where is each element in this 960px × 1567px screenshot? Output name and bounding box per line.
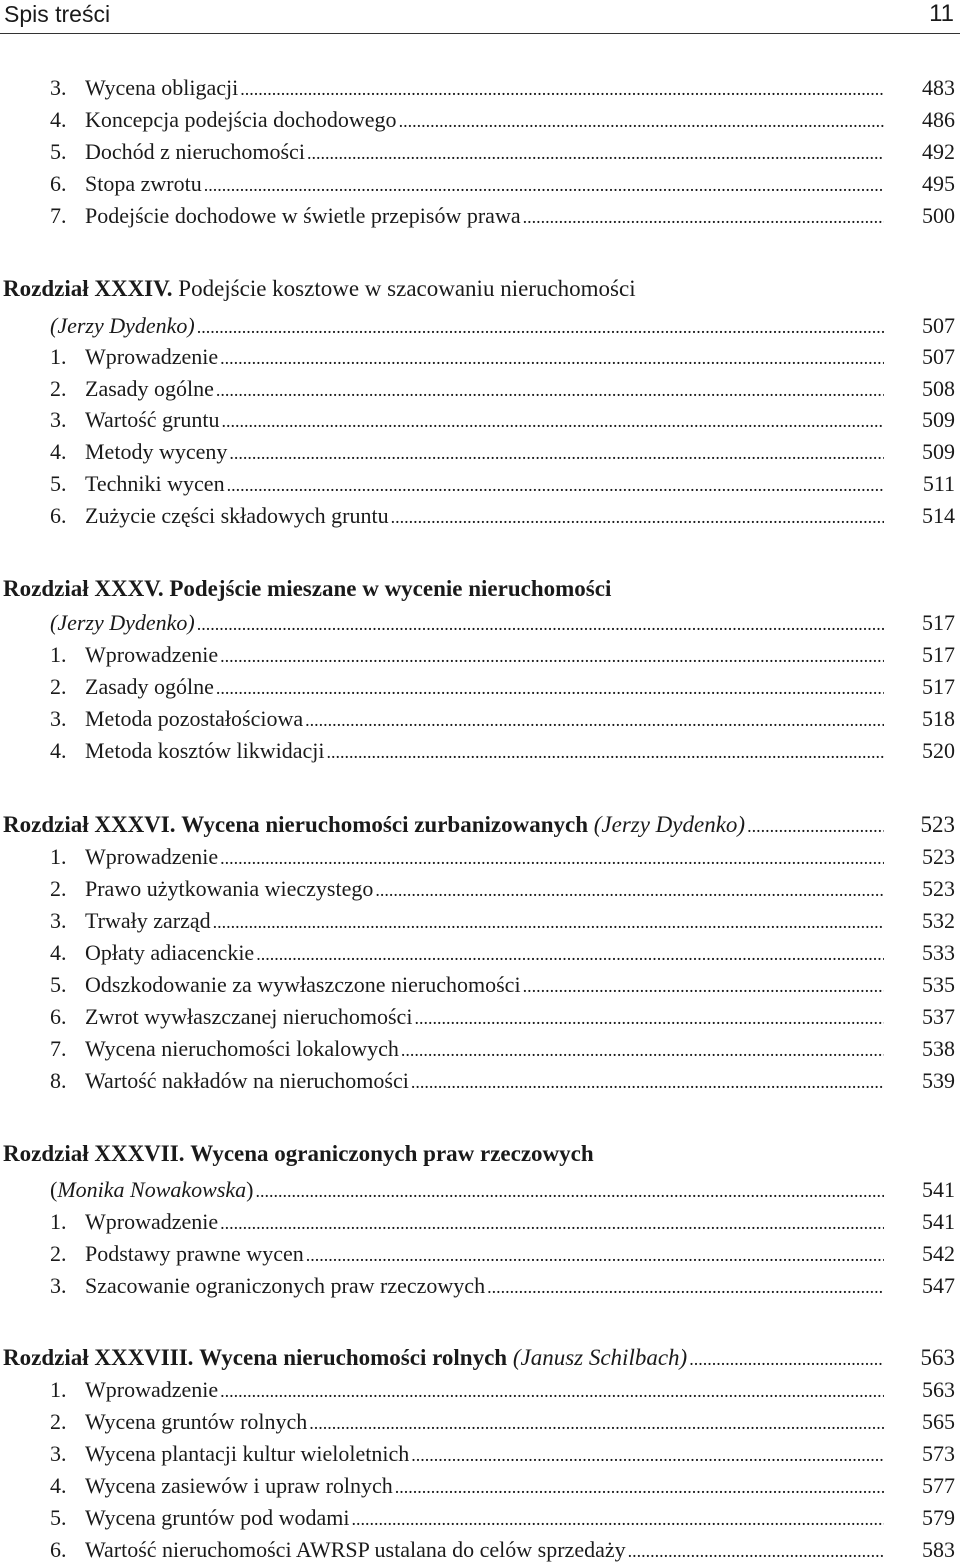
entry-number: 1. bbox=[50, 1209, 67, 1234]
entry-page: 507 bbox=[922, 344, 955, 369]
chapter-label: Rozdział XXXIV. bbox=[3, 276, 173, 301]
entry-number: 2. bbox=[50, 876, 67, 901]
entry-title: Wartość gruntu bbox=[85, 404, 221, 437]
toc-entry[interactable] bbox=[0, 905, 960, 937]
entry-title: Wycena gruntów pod wodami bbox=[85, 1502, 351, 1535]
chapter-title: Wycena ograniczonych praw rzeczowych bbox=[190, 1141, 594, 1166]
chapter-title: Podejście mieszane w wycenie nieruchomości bbox=[169, 576, 612, 601]
entry-page: 483 bbox=[922, 75, 955, 100]
toc-entry[interactable] bbox=[0, 200, 960, 232]
entry-title: Wprowadzenie bbox=[85, 1206, 220, 1239]
leader-dots bbox=[305, 703, 884, 736]
entry-page: 542 bbox=[922, 1241, 955, 1266]
entry-title: Wprowadzenie bbox=[85, 341, 220, 374]
entry-page: 509 bbox=[922, 407, 955, 432]
leader-dots bbox=[213, 905, 884, 938]
chapter-title: Podejście kosztowe w szacowaniu nieruchomości bbox=[178, 276, 636, 301]
entry-title: Dochód z nieruchomości bbox=[85, 136, 307, 169]
toc-entry[interactable] bbox=[0, 735, 960, 767]
entry-title: Wprowadzenie bbox=[85, 639, 220, 672]
entry-title: Zasady ogólne bbox=[85, 671, 216, 704]
entry-title: Odszkodowanie za wywłaszczone nieruchomości bbox=[85, 969, 523, 1002]
entry-number: 6. bbox=[50, 1537, 67, 1562]
entry-number: 1. bbox=[50, 642, 67, 667]
toc-entry[interactable] bbox=[0, 1270, 960, 1302]
entry-page: 514 bbox=[922, 503, 955, 528]
entry-page: 495 bbox=[922, 171, 955, 196]
leader-dots bbox=[220, 1374, 884, 1407]
entry-title: Wprowadzenie bbox=[85, 1374, 220, 1407]
entry-title: Podejście dochodowe w świetle przepisów prawa bbox=[85, 200, 523, 233]
entry-title: Wycena obligacji bbox=[85, 72, 240, 105]
leader-dots bbox=[487, 1270, 884, 1303]
entry-title: Wartość nakładów na nieruchomości bbox=[85, 1065, 411, 1098]
toc-entry-author[interactable] bbox=[0, 310, 960, 342]
leader-dots bbox=[747, 809, 884, 842]
toc-entry[interactable] bbox=[0, 671, 960, 703]
toc-entry[interactable] bbox=[0, 1065, 960, 1097]
toc-entry[interactable] bbox=[0, 1438, 960, 1470]
leader-dots bbox=[227, 468, 884, 501]
chapter-author: (Jerzy Dydenko) bbox=[593, 812, 746, 837]
entry-title: Zużycie części składowych gruntu bbox=[85, 500, 391, 533]
entry-number: 5. bbox=[50, 471, 67, 496]
entry-number: 4. bbox=[50, 940, 67, 965]
entry-number: 3. bbox=[50, 407, 67, 432]
page-header bbox=[0, 0, 960, 34]
chapter-label: Rozdział XXXVI. bbox=[3, 812, 176, 837]
toc-entry[interactable] bbox=[0, 1001, 960, 1033]
leader-dots bbox=[216, 671, 884, 704]
chapter-title: Wycena nieruchomości zurbanizowanych bbox=[181, 812, 588, 837]
entry-page: 511 bbox=[922, 471, 955, 496]
entry-page: 517 bbox=[922, 642, 955, 667]
leader-dots bbox=[197, 607, 884, 640]
entry-title: Opłaty adiacenckie bbox=[85, 937, 256, 970]
leader-dots bbox=[523, 969, 884, 1002]
header-divider bbox=[0, 33, 960, 34]
toc-entry-author[interactable] bbox=[0, 1174, 960, 1206]
author-paren-open: ( bbox=[50, 1177, 58, 1202]
leader-dots bbox=[523, 200, 884, 233]
leader-dots bbox=[220, 841, 884, 874]
entry-number: 5. bbox=[50, 1505, 67, 1530]
chapter-heading[interactable] bbox=[3, 273, 636, 305]
entry-page: 523 bbox=[920, 812, 955, 837]
entry-page: 517 bbox=[922, 610, 955, 635]
chapter-author: (Jerzy Dydenko) bbox=[50, 607, 197, 640]
entry-title: Prawo użytkowania wieczystego bbox=[85, 873, 375, 906]
entry-number: 1. bbox=[50, 1377, 67, 1402]
toc-entry[interactable] bbox=[0, 1206, 960, 1238]
chapter-label: Rozdział XXXVII. bbox=[3, 1141, 185, 1166]
leader-dots bbox=[351, 1502, 884, 1535]
entry-title: Wycena nieruchomości lokalowych bbox=[85, 1033, 401, 1066]
leader-dots bbox=[375, 873, 884, 906]
chapter-author: Monika Nowakowska bbox=[57, 1177, 247, 1202]
chapter-author: (Janusz Schilbach) bbox=[512, 1345, 688, 1370]
leader-dots bbox=[395, 1470, 884, 1503]
chapter-heading[interactable] bbox=[0, 809, 960, 841]
toc-entry[interactable] bbox=[0, 1502, 960, 1534]
entry-page: 486 bbox=[922, 107, 955, 132]
chapter-heading[interactable] bbox=[3, 573, 611, 605]
entry-title: Metoda kosztów likwidacji bbox=[85, 735, 327, 768]
entry-title: Trwały zarząd bbox=[85, 905, 213, 938]
toc-entry[interactable] bbox=[0, 703, 960, 735]
toc-entry[interactable] bbox=[0, 404, 960, 436]
entry-title: Wartość nieruchomości AWRSP ustalana do celów sprzedaży bbox=[85, 1534, 628, 1567]
toc-entry[interactable] bbox=[0, 136, 960, 168]
chapter-heading[interactable] bbox=[0, 1342, 960, 1374]
entry-number: 6. bbox=[50, 1004, 67, 1029]
leader-dots bbox=[628, 1534, 884, 1567]
entry-title: Stopa zwrotu bbox=[85, 168, 204, 201]
entry-page: 523 bbox=[922, 876, 955, 901]
toc-entry[interactable] bbox=[0, 639, 960, 671]
entry-page: 517 bbox=[922, 674, 955, 699]
entry-number: 6. bbox=[50, 503, 67, 528]
entry-title: Techniki wycen bbox=[85, 468, 227, 501]
entry-title: Wycena zasiewów i upraw rolnych bbox=[85, 1470, 395, 1503]
entry-page: 538 bbox=[922, 1036, 955, 1061]
toc-entry[interactable] bbox=[0, 72, 960, 104]
leader-dots bbox=[197, 310, 884, 343]
leader-dots bbox=[411, 1065, 884, 1098]
leader-dots bbox=[255, 1174, 884, 1207]
entry-page: 541 bbox=[922, 1209, 955, 1234]
entry-number: 3. bbox=[50, 908, 67, 933]
entry-title: Wycena plantacji kultur wieloletnich bbox=[85, 1438, 411, 1471]
leader-dots bbox=[414, 1001, 884, 1034]
entry-page: 563 bbox=[920, 1345, 955, 1370]
toc-entry[interactable] bbox=[0, 1374, 960, 1406]
leader-dots bbox=[220, 341, 884, 374]
entry-page: 583 bbox=[922, 1537, 955, 1562]
entry-title: Podstawy prawne wycen bbox=[85, 1238, 306, 1271]
entry-page: 492 bbox=[922, 139, 955, 164]
entry-page: 509 bbox=[922, 439, 955, 464]
entry-number: 6. bbox=[50, 171, 67, 196]
entry-page: 500 bbox=[922, 203, 955, 228]
entry-title: Wycena gruntów rolnych bbox=[85, 1406, 309, 1439]
entry-title: Wprowadzenie bbox=[85, 841, 220, 874]
toc-entry[interactable] bbox=[0, 873, 960, 905]
toc-entry[interactable] bbox=[0, 1470, 960, 1502]
leader-dots bbox=[220, 1206, 884, 1239]
entry-number: 2. bbox=[50, 1409, 67, 1434]
leader-dots bbox=[401, 1033, 884, 1066]
chapter-title: Wycena nieruchomości rolnych bbox=[199, 1345, 508, 1370]
entry-number: 2. bbox=[50, 674, 67, 699]
header-page-number: 11 bbox=[929, 0, 954, 27]
entry-number: 4. bbox=[50, 439, 67, 464]
entry-number: 4. bbox=[50, 107, 67, 132]
toc-entry[interactable] bbox=[0, 841, 960, 873]
entry-number: 3. bbox=[50, 75, 67, 100]
entry-page: 573 bbox=[922, 1441, 955, 1466]
author-paren-close: ) bbox=[246, 1177, 254, 1202]
leader-dots bbox=[327, 735, 884, 768]
entry-title: Szacowanie ograniczonych praw rzeczowych bbox=[85, 1270, 487, 1303]
entry-number: 7. bbox=[50, 203, 67, 228]
leader-dots bbox=[204, 168, 884, 201]
leader-dots bbox=[309, 1406, 884, 1439]
entry-number: 2. bbox=[50, 376, 67, 401]
entry-page: 523 bbox=[922, 844, 955, 869]
entry-page: 577 bbox=[922, 1473, 955, 1498]
leader-dots bbox=[221, 404, 884, 437]
entry-page: 539 bbox=[922, 1068, 955, 1093]
leader-dots bbox=[307, 136, 884, 169]
leader-dots bbox=[220, 639, 884, 672]
toc-entry-author[interactable] bbox=[0, 607, 960, 639]
entry-page: 533 bbox=[922, 940, 955, 965]
toc-entry[interactable] bbox=[0, 937, 960, 969]
leader-dots bbox=[306, 1238, 884, 1271]
toc-entry[interactable] bbox=[0, 168, 960, 200]
leader-dots bbox=[240, 72, 884, 105]
chapter-label: Rozdział XXXV. bbox=[3, 576, 164, 601]
entry-number: 1. bbox=[50, 344, 67, 369]
toc-entry[interactable] bbox=[0, 1238, 960, 1270]
entry-title: Metoda pozostałościowa bbox=[85, 703, 305, 736]
toc-entry[interactable] bbox=[0, 1534, 960, 1566]
entry-number: 3. bbox=[50, 1441, 67, 1466]
entry-page: 520 bbox=[922, 738, 955, 763]
entry-number: 1. bbox=[50, 844, 67, 869]
entry-page: 535 bbox=[922, 972, 955, 997]
toc-entry[interactable] bbox=[0, 1033, 960, 1065]
entry-title: Zasady ogólne bbox=[85, 373, 216, 406]
leader-dots bbox=[391, 500, 884, 533]
leader-dots bbox=[689, 1342, 884, 1375]
entry-page: 541 bbox=[922, 1177, 955, 1202]
entry-title: Zwrot wywłaszczanej nieruchomości bbox=[85, 1001, 414, 1034]
toc-entry[interactable] bbox=[0, 500, 960, 532]
entry-number: 8. bbox=[50, 1068, 67, 1093]
entry-number: 3. bbox=[50, 1273, 67, 1298]
entry-title: Metody wyceny bbox=[85, 436, 229, 469]
header-title: Spis treści bbox=[4, 1, 111, 27]
leader-dots bbox=[411, 1438, 884, 1471]
entry-page: 507 bbox=[922, 313, 955, 338]
chapter-heading[interactable] bbox=[3, 1138, 594, 1170]
entry-page: 518 bbox=[922, 706, 955, 731]
entry-number: 4. bbox=[50, 738, 67, 763]
toc-entry[interactable] bbox=[0, 104, 960, 136]
entry-number: 3. bbox=[50, 706, 67, 731]
toc-entry[interactable] bbox=[0, 969, 960, 1001]
entry-number: 5. bbox=[50, 972, 67, 997]
entry-number: 4. bbox=[50, 1473, 67, 1498]
entry-number: 2. bbox=[50, 1241, 67, 1266]
toc-entry[interactable] bbox=[0, 436, 960, 468]
entry-page: 508 bbox=[922, 376, 955, 401]
toc-entry[interactable] bbox=[0, 1406, 960, 1438]
leader-dots bbox=[256, 937, 884, 970]
entry-page: 547 bbox=[922, 1273, 955, 1298]
entry-number: 7. bbox=[50, 1036, 67, 1061]
entry-page: 563 bbox=[922, 1377, 955, 1402]
leader-dots bbox=[399, 104, 884, 137]
chapter-label: Rozdział XXXVIII. bbox=[3, 1345, 194, 1370]
entry-page: 537 bbox=[922, 1004, 955, 1029]
toc-entry[interactable] bbox=[0, 341, 960, 373]
chapter-author: (Jerzy Dydenko) bbox=[50, 310, 197, 343]
toc-entry[interactable] bbox=[0, 373, 960, 405]
entry-page: 532 bbox=[922, 908, 955, 933]
entry-title: Koncepcja podejścia dochodowego bbox=[85, 104, 399, 137]
entry-page: 565 bbox=[922, 1409, 955, 1434]
entry-number: 5. bbox=[50, 139, 67, 164]
entry-page: 579 bbox=[922, 1505, 955, 1530]
leader-dots bbox=[229, 436, 884, 469]
toc-entry[interactable] bbox=[0, 468, 960, 500]
leader-dots bbox=[216, 373, 884, 406]
